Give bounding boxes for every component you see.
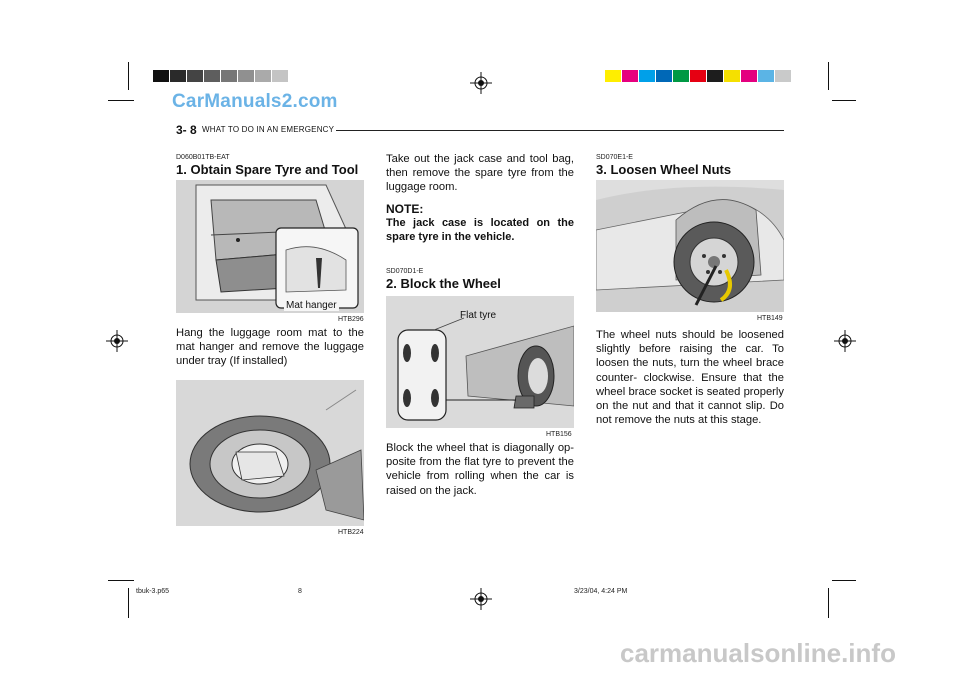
page-number: 3- 8: [176, 123, 197, 137]
figure-code: HTB296: [338, 316, 364, 323]
spare-tyre-figure: [176, 380, 364, 526]
body-text: Block the wheel that is diagonally op- posite from the flat tyre to prevent the vehicle from rolling when the car is raised on the jack.: [386, 442, 574, 497]
registration-target-icon: [106, 330, 128, 352]
figure-code: HTB224: [338, 529, 364, 536]
calibration-swatch: [605, 70, 621, 82]
body-text: Hang the luggage room mat to the mat hanger and remove the luggage under tray (If installed): [176, 327, 364, 368]
calibration-swatch: [775, 70, 791, 82]
block-wheel-figure: [386, 296, 574, 428]
calibration-swatch: [204, 70, 220, 82]
section-title: WHAT TO DO IN AN EMERGENCY: [202, 125, 335, 134]
calibration-swatch: [238, 70, 254, 82]
footer-watermark[interactable]: carmanualsonline.info: [620, 638, 896, 668]
flat-tyre-label: Flat tyre: [460, 310, 497, 321]
section-heading: 3. Loosen Wheel Nuts: [596, 162, 732, 177]
header-divider: [336, 130, 784, 131]
site-watermark[interactable]: CarManuals2.com: [172, 91, 338, 112]
section-code: D060B01TB-EAT: [176, 154, 230, 161]
calibration-swatch: [221, 70, 237, 82]
intro-text: Take out the jack case and tool bag, then remove the spare tyre from the luggage room.: [386, 153, 574, 194]
calibration-swatch: [741, 70, 757, 82]
calibration-swatch: [153, 70, 169, 82]
registration-target-icon: [834, 330, 856, 352]
registration-target-icon: [470, 588, 492, 610]
calibration-swatch: [673, 70, 689, 82]
calibration-swatch: [187, 70, 203, 82]
registration-target-icon: [470, 72, 492, 94]
calibration-swatch: [639, 70, 655, 82]
calibration-swatch: [758, 70, 774, 82]
luggage-room-figure: [176, 180, 364, 313]
calibration-swatch: [170, 70, 186, 82]
footer-timestamp: 3/23/04, 4:24 PM: [574, 588, 628, 595]
note-text: The jack case is located on the spare tyre in the vehicle.: [386, 217, 574, 243]
figure-code: HTB156: [546, 431, 572, 438]
footer-page: 8: [298, 588, 302, 595]
section-code: SD070D1-E: [386, 268, 424, 275]
calibration-swatch: [707, 70, 723, 82]
section-heading: 2. Block the Wheel: [386, 276, 501, 291]
note-label: NOTE:: [386, 202, 424, 216]
calibration-swatch: [272, 70, 288, 82]
calibration-swatch: [690, 70, 706, 82]
calibration-swatch: [255, 70, 271, 82]
body-text: The wheel nuts should be loosened slightly before raising the car. To loosen the nuts, turn the wheel brace counter- clockwise. Ensure that the wheel brace socket is seated properly on the nut and that it cannot slip. Do not remove the nuts at this stage.: [596, 329, 784, 427]
section-heading: 1. Obtain Spare Tyre and Tool: [176, 162, 359, 177]
section-code: SD070E1-E: [596, 154, 633, 161]
calibration-swatch: [622, 70, 638, 82]
figure-code: HTB149: [757, 315, 783, 322]
mat-hanger-label: Mat hanger: [286, 300, 337, 311]
footer-filename: tbuk-3.p65: [136, 588, 170, 595]
calibration-swatch: [656, 70, 672, 82]
loosen-nuts-figure: [596, 180, 784, 312]
calibration-swatch: [724, 70, 740, 82]
